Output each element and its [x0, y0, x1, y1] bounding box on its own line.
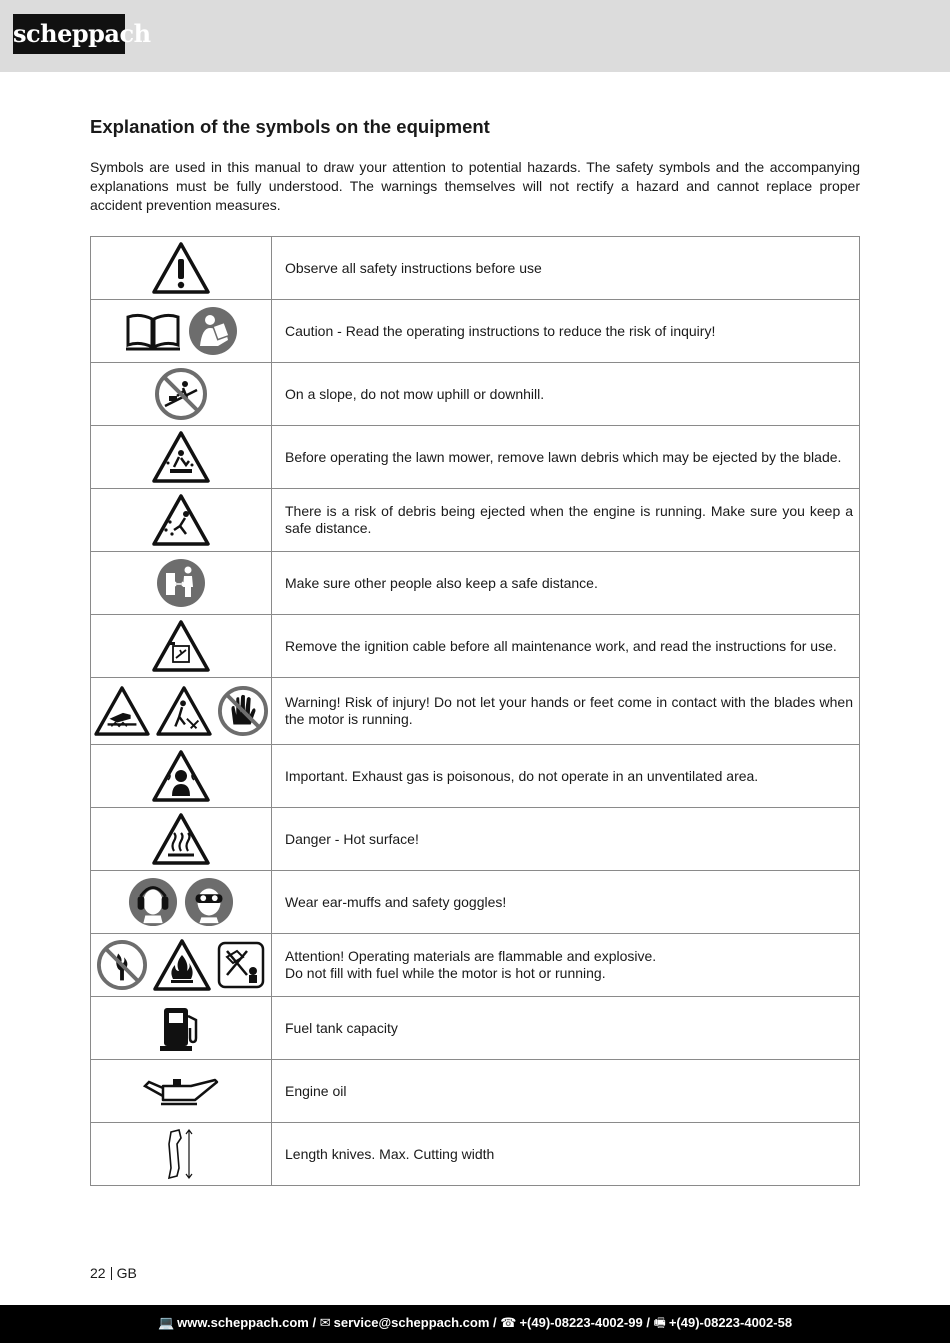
oil-can-icon [143, 1074, 219, 1108]
fuel-pump-icon [158, 1004, 204, 1052]
symbol-description: Make sure other people also keep a safe distance. [272, 552, 860, 615]
table-row [91, 745, 860, 808]
symbol-description: Fuel tank capacity [272, 997, 860, 1060]
table-row [91, 426, 860, 489]
read-manual-mandatory-icon [188, 306, 238, 356]
email-icon: ✉ [319, 1315, 331, 1330]
table-row [91, 300, 860, 363]
no-refuel-hot-engine-icon [217, 941, 265, 989]
exhaust-gas-warning-icon [152, 750, 210, 802]
ignition-cable-warning-icon [152, 620, 210, 672]
website-link[interactable]: www.scheppach.com [177, 1315, 309, 1330]
table-row [91, 363, 860, 426]
flammable-warning-icon [153, 939, 211, 991]
separator [111, 1267, 112, 1280]
symbol-description: Engine oil [272, 1060, 860, 1123]
table-row [91, 1123, 860, 1186]
fax-number: +(49)-08223-4002-58 [668, 1315, 793, 1330]
symbol-description: Remove the ignition cable before all maintenance work, and read the instructions for use. [272, 615, 860, 678]
email-link[interactable]: service@scheppach.com [333, 1315, 490, 1330]
table-row [91, 934, 860, 997]
symbol-description: Warning! Risk of injury! Do not let your hands or feet come in contact with the blades when the motor is running. [272, 678, 860, 745]
safety-goggles-icon [184, 877, 234, 927]
foot-blade-warning-icon [156, 686, 212, 736]
no-hands-icon [218, 686, 268, 736]
page-footer: 💻 www.scheppach.com / ✉ service@scheppach.com / ☎ +(49)-08223-4002-99 / 🖷 +(49)-08223-4002-58 [0, 1305, 950, 1343]
computer-icon: 💻 [157, 1315, 175, 1330]
exclamation-warning-icon [152, 242, 210, 294]
keep-distance-mandatory-icon [155, 557, 207, 609]
blade-length-icon [163, 1128, 199, 1180]
page-header [0, 0, 950, 72]
symbol-description: Danger - Hot surface! [272, 808, 860, 871]
remove-debris-warning-icon [152, 431, 210, 483]
table-row [91, 678, 860, 745]
table-row [91, 615, 860, 678]
page-number: 22 GB [90, 1265, 137, 1281]
ear-muffs-icon [128, 877, 178, 927]
symbol-description: Length knives. Max. Cutting width [272, 1123, 860, 1186]
symbols-table [90, 236, 860, 1186]
no-slope-mowing-icon [155, 368, 207, 420]
table-row [91, 808, 860, 871]
manual-book-icon [124, 311, 182, 351]
fax-icon: 🖷 [653, 1315, 666, 1330]
scheppach-logo: scheppach [13, 14, 125, 54]
no-open-flame-icon [97, 940, 147, 990]
symbol-description: There is a risk of debris being ejected when the engine is running. Make sure you keep a safe distance. [272, 489, 860, 552]
phone-icon: ☎ [500, 1315, 517, 1330]
symbol-description: Before operating the lawn mower, remove lawn debris which may be ejected by the blade. [272, 426, 860, 489]
intro-paragraph: Symbols are used in this manual to draw your attention to potential hazards. The safety symbols and the accompanying explanations must be fully understood. The warnings themselves will not rectify a hazard and cannot replace proper accident prevention measures. [90, 159, 860, 213]
table-row [91, 489, 860, 552]
table-row [91, 1060, 860, 1123]
table-row [91, 997, 860, 1060]
symbol-description: Observe all safety instructions before use [272, 237, 860, 300]
symbol-description: Caution - Read the operating instructions to reduce the risk of inquiry! [272, 300, 860, 363]
hand-blade-warning-icon [94, 686, 150, 736]
section-title: Explanation of the symbols on the equipment [90, 116, 490, 137]
phone-number: +(49)-08223-4002-99 [519, 1315, 643, 1330]
table-row [91, 552, 860, 615]
table-row [91, 871, 860, 934]
ejected-debris-warning-icon [152, 494, 210, 546]
symbol-description: On a slope, do not mow uphill or downhill. [272, 363, 860, 426]
hot-surface-warning-icon [152, 813, 210, 865]
symbol-description: Attention! Operating materials are flammable and explosive. Do not fill with fuel while the motor is hot or running. [272, 934, 860, 997]
symbol-description: Wear ear-muffs and safety goggles! [272, 871, 860, 934]
table-row [91, 237, 860, 300]
symbol-description: Important. Exhaust gas is poisonous, do not operate in an unventilated area. [272, 745, 860, 808]
